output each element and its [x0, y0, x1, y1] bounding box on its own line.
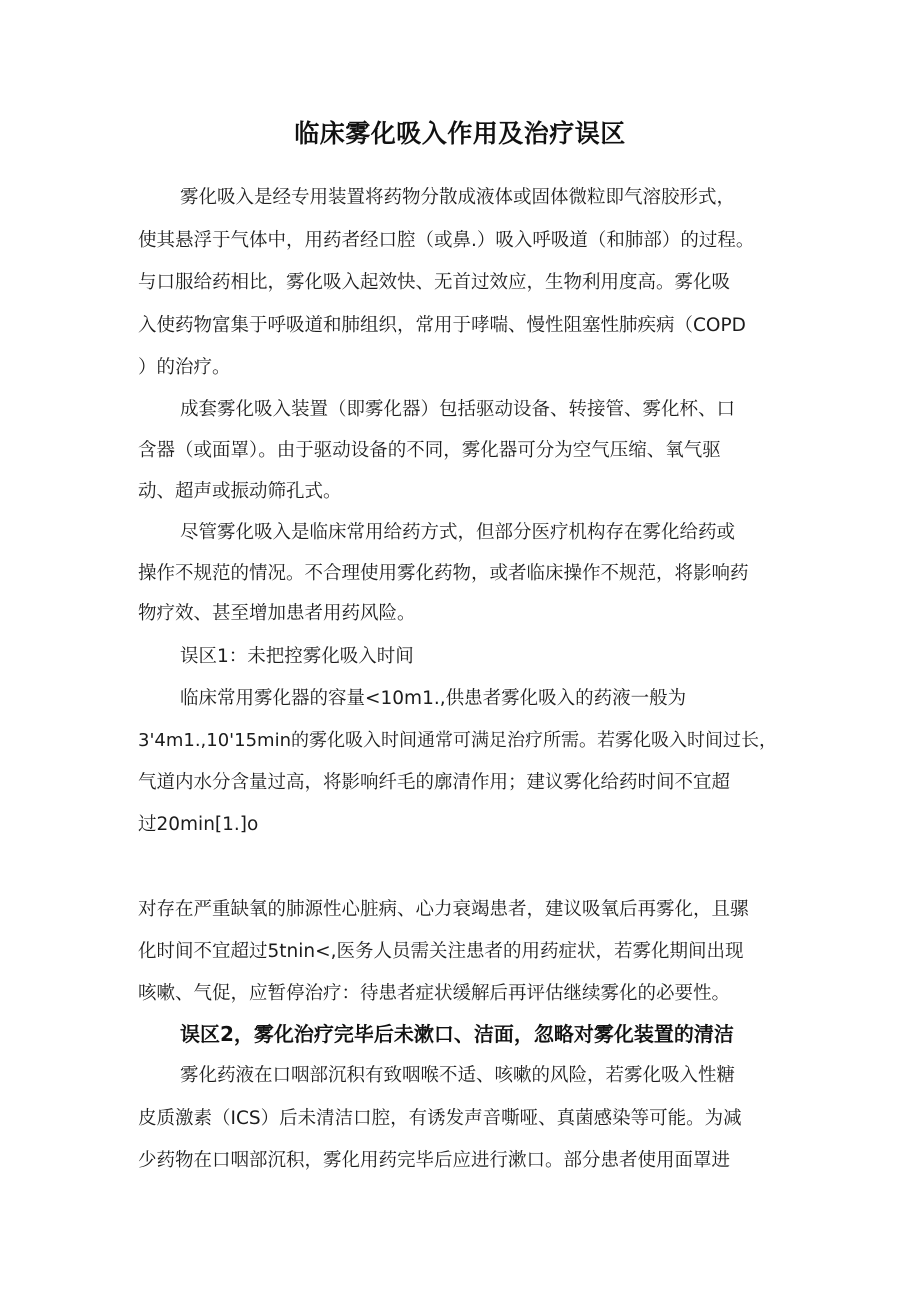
- paragraph-5-line-2: 化时间不宜超过5tnin<,医务人员需关注患者的用药症状，若雾化期间出现: [138, 941, 744, 962]
- paragraph-1-line-5: ）的治疗。: [138, 357, 231, 378]
- paragraph-5-line-3: 咳嗽、气促，应暂停治疗：待患者症状缓解后再评估继续雾化的必要性。: [138, 983, 731, 1004]
- paragraph-3-line-3: 物疗效、甚至增加患者用药风险。: [138, 603, 416, 624]
- paragraph-4-line-1: 临床常用雾化器的容量<10m1.,供患者雾化吸入的药液一般为: [180, 688, 687, 709]
- paragraph-6-line-2: 皮质激素（ICS）后未清洁口腔，有诱发声音嘶哑、真菌感染等可能。为减: [138, 1108, 742, 1129]
- paragraph-4-line-2: 3'4m1.,10'15min的雾化吸入时间通常可满足治疗所需。若雾化吸入时间过长，: [138, 730, 777, 751]
- paragraph-1-line-4: 入使药物富集于呼吸道和肺组织，常用于哮喘、慢性阻塞性肺疾病（COPD: [138, 315, 746, 336]
- paragraph-5-line-1: 对存在严重缺氧的肺源性心脏病、心力衰竭患者，建议吸氧后再雾化，且骡: [138, 899, 749, 920]
- section-1-heading: 误区1：未把控雾化吸入时间: [180, 646, 414, 667]
- paragraph-1-line-1: 雾化吸入是经专用装置将药物分散成液体或固体微粒即气溶胶形式，: [180, 187, 736, 208]
- paragraph-1-line-3: 与口服给药相比，雾化吸入起效快、无首过效应，生物利用度高。雾化吸: [138, 272, 731, 293]
- paragraph-1-line-2: 使其悬浮于气体中，用药者经口腔（或鼻.）吸入呼吸道（和肺部）的过程。: [138, 230, 755, 251]
- paragraph-6-line-3: 少药物在口咽部沉积，雾化用药完毕后应进行漱口。部分患者使用面罩进: [138, 1150, 731, 1171]
- document-title: 临床雾化吸入作用及治疗误区: [294, 119, 626, 148]
- paragraph-6-line-1: 雾化药液在口咽部沉积有致咽喉不适、咳嗽的风险，若雾化吸入性糖: [180, 1065, 736, 1086]
- paragraph-2-line-3: 动、超声或振动筛孔式。: [138, 481, 342, 502]
- paragraph-3-line-2: 操作不规范的情况。不合理使用雾化药物，或者临床操作不规范，将影响药: [138, 563, 749, 584]
- paragraph-3-line-1: 尽管雾化吸入是临床常用给药方式，但部分医疗机构存在雾化给药或: [180, 522, 736, 543]
- paragraph-4-line-3: 气道内水分含量过高，将影响纤毛的廓清作用；建议雾化给药时间不宜超: [138, 772, 731, 793]
- paragraph-2-line-2: 含器（或面罩）。由于驱动设备的不同，雾化器可分为空气压缩、氧气驱: [138, 440, 721, 461]
- paragraph-2-line-1: 成套雾化吸入装置（即雾化器）包括驱动设备、转接管、雾化杯、口: [180, 399, 736, 420]
- paragraph-4-line-4: 过20min[1.]o: [138, 814, 259, 835]
- section-2-heading: 误区2，雾化治疗完毕后未漱口、洁面，忽略对雾化装置的清洁: [180, 1022, 734, 1046]
